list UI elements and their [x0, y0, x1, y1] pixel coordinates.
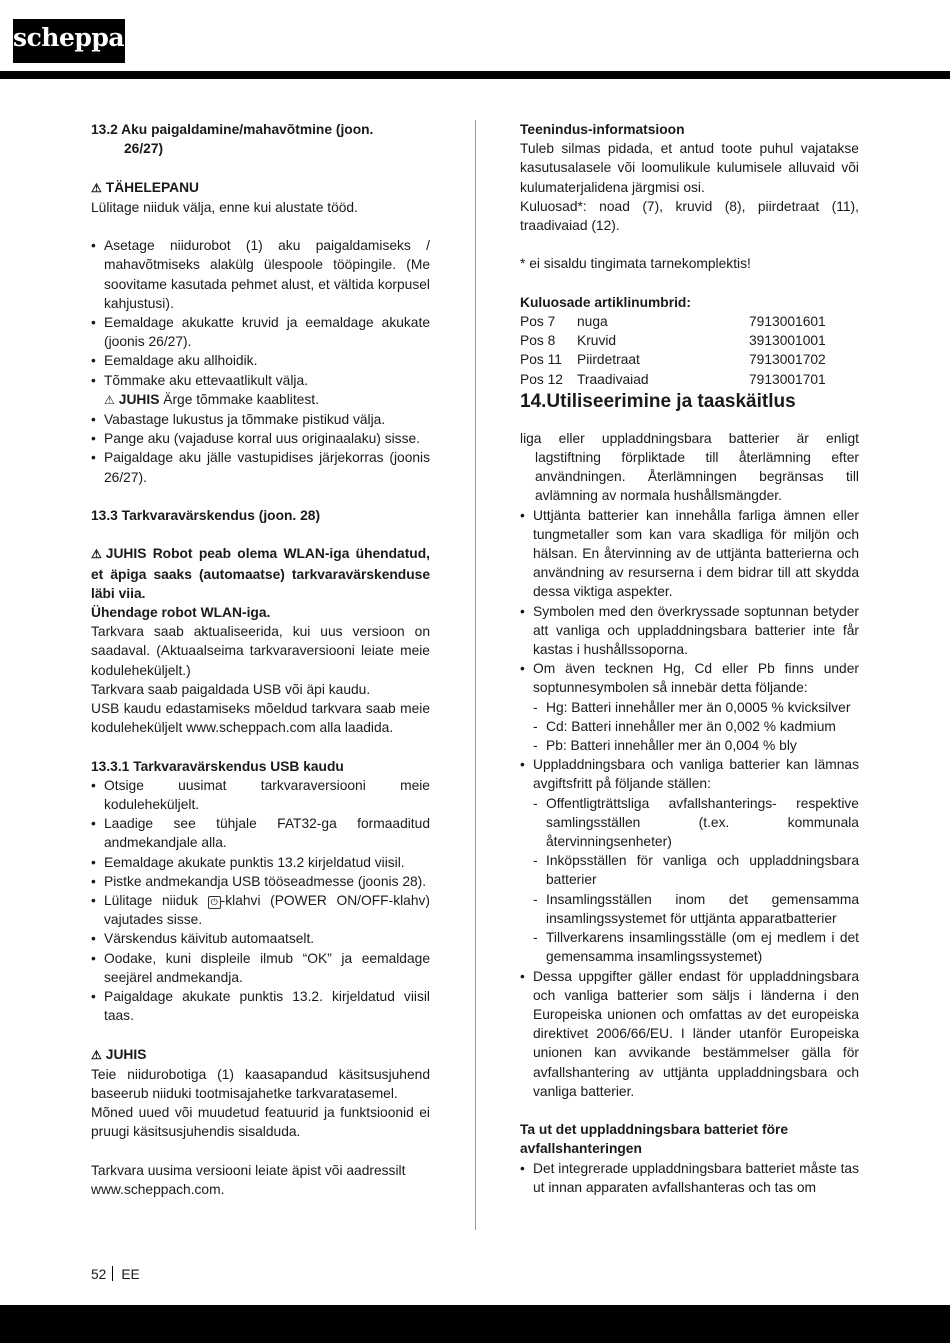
list-item: • Symbolen med den överkryssade soptunnan betyder att vanliga och uppladdningsbara batterier inte får kastas i hushållssoporna.: [520, 602, 859, 660]
paragraph: Kuluosad*: noad (7), kruvid (8), piirdetraat (11), traadivaiad (12).: [520, 198, 859, 234]
list-item: • Uttjänta batterier kan innehålla farliga ämnen eller tungmetaller som kan vara skadliga för miljön och hälsan. En återvinning av de uttjänta batterierna och användning av resurserna i dem bidrar till att skydda dessa viktiga aspekter.: [520, 506, 859, 602]
paragraph: Tarkvara uusima versiooni leiate äpist või aadressilt www.scheppach.com.: [91, 1162, 406, 1198]
table-row: Pos 12 Traadivaiad 7913001701: [520, 371, 826, 387]
heavy-metal-list: [520, 698, 859, 756]
brand-logo: [13, 19, 157, 63]
list-item: • Pange aku (vajaduse korral uus originaalaku) sisse.: [91, 429, 430, 448]
list-item: • Det integrerade uppladdningsbara batteriet måste tas ut innan apparaten avfallshanteras och tas om: [520, 1159, 859, 1197]
list-item: - Pb: Batteri innehåller mer än 0,004 % bly: [533, 736, 859, 755]
remove-battery-title: Ta ut det uppladdningsbara batteriet före avfallshanteringen: [520, 1122, 789, 1157]
section-14-title: 14.Utiliseerimine ja taaskäitlus: [520, 390, 796, 412]
list-item: • Paigaldage akukate punktis 13.2. kirjeldatud viisil taas.: [91, 987, 430, 1025]
paragraph: Teie niidurobotiga (1) kaasapandud käsitsusjuhend baseerub niiduki tootmisajahetke tarkvaratasemel.: [91, 1066, 430, 1102]
return-list: [520, 755, 859, 793]
list-item: • Otsige uusimat tarkvaraversiooni meie koduleheküljelt.: [91, 776, 430, 814]
page-footer: [91, 1266, 140, 1283]
paragraph: Mõned uued või muudetud featuurid ja funktsioonid ei pruugi käsitsusjuhendis sisalduda.: [91, 1105, 430, 1140]
brand-logo-text: scheppach: [13, 23, 157, 52]
cable-note: ⚠ JUHIS Ärge tõmmake kaablitest.: [91, 390, 430, 410]
list-item: • Vabastage lukustus ja tõmmake pistikud välja.: [91, 410, 430, 429]
list-item: • Uppladdningsbara och vanliga batterier kan lämnas avgiftsfritt på följande ställen:: [520, 755, 859, 793]
list-item: • Tõmmake aku ettevaatlikult välja.: [91, 371, 430, 390]
warning-triangle-icon: ⚠: [91, 180, 102, 195]
column-divider: [475, 120, 476, 1230]
warning-triangle-icon: ⚠: [104, 392, 115, 407]
list-item: - Hg: Batteri innehåller mer än 0,0005 % kvicksilver: [533, 698, 859, 717]
list-item: • Eemaldage akukate punktis 13.2 kirjeldatud viisil.: [91, 853, 430, 872]
list-item: - Inköpsställen för vanliga och uppladdningsbara batterier: [533, 851, 859, 889]
paragraph: Tuleb silmas pidada, et antud toote puhul vajatakse kasutusalasele või loomulikule kulumisele alluvaid või kulumaterjalidena järgmisi osi.: [520, 141, 859, 195]
list-item: - Offentligträttsliga avfallshanterings- respektive samlingsställen (t.ex. kommunala återvinningsenheter): [533, 794, 859, 852]
battery-steps-list: [91, 236, 430, 390]
table-row: Pos 7 nuga 7913001601: [520, 314, 826, 329]
wlan-connect: Ühendage robot WLAN-iga.: [91, 605, 271, 621]
footer-separator: [112, 1266, 113, 1281]
list-item: • Om även tecknen Hg, Cd eller Pb finns under soptunnesymbolen så innebär detta följande:: [520, 659, 859, 697]
list-item: - Insamlingsställen inom det gemensamma insamlingssystemet för uttjänta apparatbatterier: [533, 890, 859, 928]
paragraph: USB kaudu edastamiseks mõeldud tarkvara saab meie koduleheküljelt www.scheppach.com alla laadida.: [91, 701, 430, 736]
list-item: • Värskendus käivitub automaatselt.: [91, 929, 430, 948]
list-item: • Dessa uppgifter gäller endast för uppladdningsbara och vanliga batterier som säljs i länderna i den Europeiska unionen och omfattas av det europeiska direktivet 2006/66/EU. I länder utanför Europeiska unionen kan avvikande bestämmelser gälla för avfallshantering av uttjänta uppladdningsbara och vanliga batterier.: [520, 967, 859, 1101]
caution-text: Lülitage niiduk välja, enne kui alustate tööd.: [91, 199, 358, 215]
table-row: Pos 8 Kruvid 3913001001: [520, 333, 826, 349]
paragraph: Tarkvara saab paigaldada USB või äpi kaudu.: [91, 681, 371, 697]
list-item: • Laadige see tühjale FAT32-ga formaaditud andmekandjale alla.: [91, 814, 430, 852]
list-item: • Eemaldage akukatte kruvid ja eemaldage akukate (joonis 26/27).: [91, 313, 430, 351]
right-column: [520, 120, 859, 1197]
return-places-list: [520, 794, 859, 967]
warning-triangle-icon: ⚠: [91, 1047, 102, 1062]
section-13-2-title: 13.2 Aku paigaldamine/mahavõtmine (joon. 26/27): [91, 122, 374, 157]
table-row: Pos 11 Piirdetraat 7913001702: [520, 352, 826, 368]
list-item: • Oodake, kuni displeile ilmub “OK” ja eemaldage seejärel andmekandja.: [91, 949, 430, 987]
section-13-3-1-title: 13.3.1 Tarkvaravärskendus USB kaudu: [91, 758, 344, 774]
service-footnote: * ei sisaldu tingimata tarnekomplektis!: [520, 256, 751, 272]
list-item: • Pistke andmekandja USB tööseadmesse (joonis 28).: [91, 872, 430, 891]
remove-battery-list: [520, 1159, 859, 1197]
footer-bar: [0, 1305, 950, 1343]
parts-table: [520, 312, 826, 389]
eu-info-list: [520, 967, 859, 1101]
paragraph: lagstiftning förpliktade till återlämning efter användningen. Återlämningen begränsas till avlämning av normala hushållsmängder.: [535, 450, 859, 504]
usb-steps-list: [91, 776, 430, 1026]
wlan-note: ⚠ JUHIS Robot peab olema WLAN-iga ühendatud, et äpiga saaks (automaatse) tarkvaravärskenduse läbi viia.: [91, 546, 430, 601]
header-rule: [0, 71, 950, 79]
list-item: - Cd: Batteri innehåller mer än 0,002 % kadmium: [533, 717, 859, 736]
list-item: • Lülitage niiduk ⏻ -klahvi (POWER ON/OFF-klahv) vajutades sisse.: [91, 891, 430, 929]
battery-info-list: [520, 506, 859, 698]
service-title: Teenindus-informatsioon: [520, 122, 685, 137]
list-item: - Tillverkarens insamlingsställe (om ej medlem i det gemensamma insamlingssystemet): [533, 928, 859, 966]
parts-title: Kuluosade artiklinumbrid:: [520, 294, 691, 310]
list-item: • Eemaldage aku allhoidik.: [91, 351, 430, 370]
left-column: [91, 120, 430, 1199]
list-item: • Paigaldage aku jälle vastupidises järjekorras (joonis 26/27).: [91, 448, 430, 486]
language-code: EE: [121, 1267, 140, 1282]
paragraph: Tarkvara saab aktualiseerida, kui uus versioon on saadaval. (Aktuaalseima tarkvaraversiooni leiate meie koduleheküljelt.): [91, 624, 430, 678]
caution-heading: ⚠ TÄHELEPANU: [91, 178, 430, 198]
page-number: 52: [91, 1267, 107, 1282]
battery-steps-list-2: [91, 410, 430, 487]
power-key-icon: ⏻: [208, 896, 221, 909]
manual-note-heading: ⚠ JUHIS: [91, 1045, 430, 1065]
paragraph: liga eller uppladdningsbara batterier är enligt: [520, 430, 859, 446]
section-13-3-title: 13.3 Tarkvaravärskendus (joon. 28): [91, 508, 321, 524]
list-item: • Asetage niidurobot (1) aku paigaldamiseks / mahavõtmiseks alakülg ülespoole tööpingile. (Me soovitame kasutada pehmet alust, et vältida korpusel kahjustusi).: [91, 236, 430, 313]
warning-triangle-icon: ⚠: [91, 547, 102, 562]
